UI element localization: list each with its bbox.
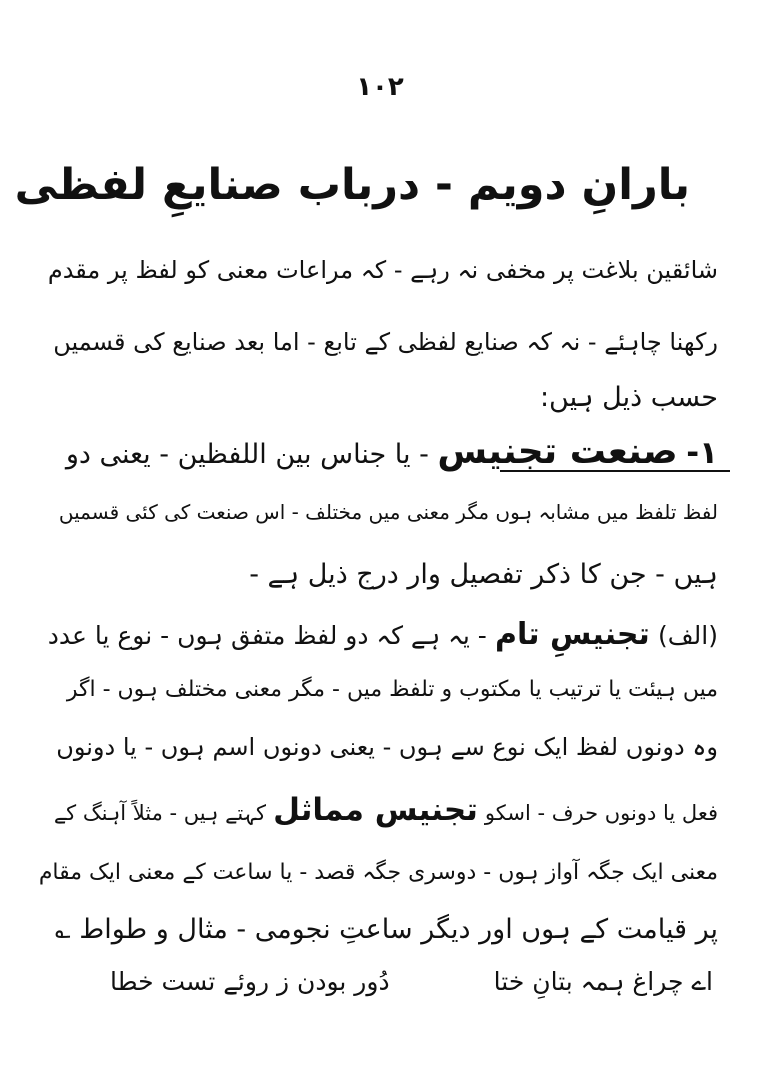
subsection-a-line4-start: فعل یا دونوں حرف - اسکو (484, 801, 718, 825)
subsection-a-label: (الف) (658, 621, 718, 650)
subsection-a-line4 (54, 790, 718, 834)
verse-hemistich1: اے چراغ ہمہ بتانِ ختا (493, 967, 713, 996)
subsection-a-line4-end: کہتے ہیں - مثلاً آہنگ کے (53, 801, 267, 825)
section1-line2: لفظ تلفظ میں مشابہ ہوں مگر معنی میں مختلف - اس صنعت کی کئی قسمیں (58, 500, 718, 524)
subsection-a-heading: تجنیسِ تام (495, 617, 650, 652)
subsection-a-line3: وہ دونوں لفظ ایک نوع سے ہوں - یعنی دونوں اسم ہوں - یا دونوں (56, 733, 718, 761)
subsection-a-line1 (48, 615, 718, 656)
subsection-a-line6: پر قیامت کے ہوں اور دیگر ساعتِ نجومی - مثال و طواط ؎ (54, 914, 718, 945)
section1-line3: ہیں - جن کا ذکر تفصیل وار درج ذیل ہے - (249, 559, 718, 590)
subsection-a-line4-heading: تجنیس مماثل (273, 792, 478, 828)
verse-hemistich2: دُور بودن ز روئے تست خطا (110, 967, 390, 996)
section1-number: ۱- (686, 435, 718, 471)
section1-heading-underline (500, 470, 730, 472)
paragraph1-line3: حسب ذیل ہیں: (539, 382, 718, 413)
section1-line1 (66, 432, 718, 475)
subsection-a-line5: معنی ایک جگہ آواز ہوں - دوسری جگہ قصد - یا ساعت کے معنی ایک مقام (38, 860, 718, 885)
subsection-a-line2: میں ہیئت یا ترتیب یا مکتوب و تلفظ میں - مگر معنی مختلف ہوں - اگر (66, 677, 718, 702)
section1-heading: صنعت تجنیس (437, 431, 678, 472)
section1-line1-rest: - یا جناس بین اللفظین - یعنی دو (65, 439, 429, 470)
subsection-a-line1-rest: - یہ ہے کہ دو لفظ متفق ہوں - نوع یا عدد (47, 621, 487, 650)
chapter-title: بارانِ دویم - درباب صنایعِ لفظی (14, 160, 690, 210)
page-number: ۱۰۲ (356, 72, 404, 102)
paragraph1-line1: شائقین بلاغت پر مخفی نہ رہے - کہ مراعات معنی کو لفظ پر مقدم (47, 256, 718, 284)
paragraph1-line2: رکھنا چاہئے - نہ کہ صنایع لفظی کے تابع - اما بعد صنایع کی قسمیں (53, 328, 718, 356)
